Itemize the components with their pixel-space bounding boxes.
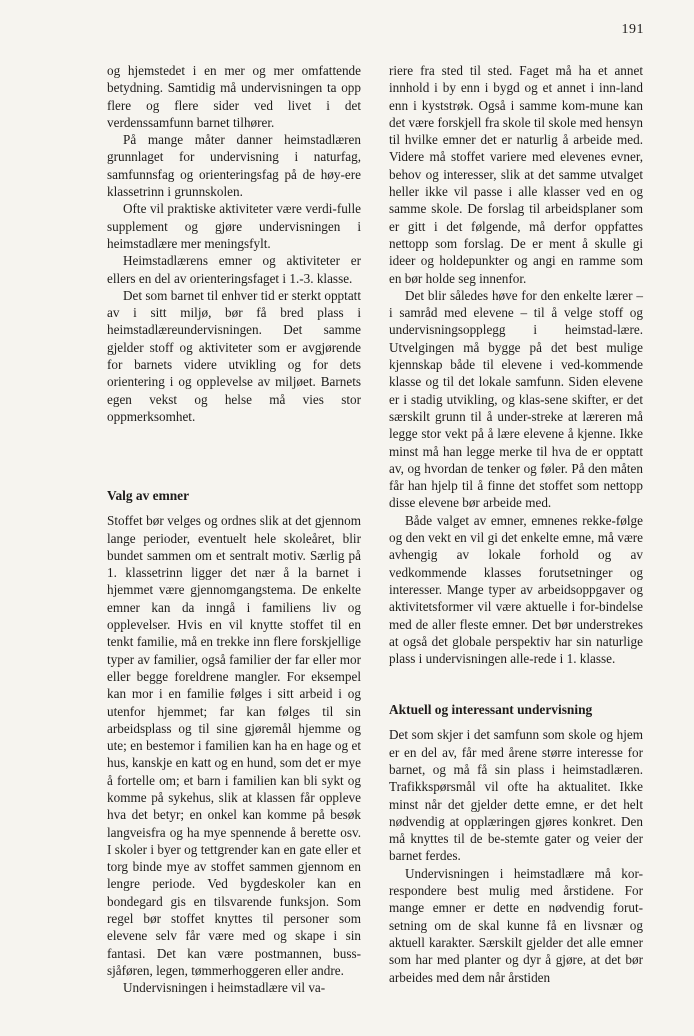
paragraph: Heimstadlærens emner og aktiviteter er ellers en del av orienteringsfaget i 1.-3. klasse. [107,253,361,286]
page-number: 191 [621,22,644,37]
paragraph: Både valget av emner, emnenes rekke-følge og den vekt en vil gi det enkelte emne, må være avhengig av lokale forhold og av vedkommende klasses forutsetninger og interesser. Mange typer av arbeidsoppgaver og aktivitetsformer vil være aktuelle i for-bindelse med de aller fleste emner. Det bør understrekes at også det globale perspektiv har sin naturlige plass i undervisningen alle-rede i 1. klasse. [389,512,643,667]
section-heading: Valg av emner [107,488,190,504]
paragraph: På mange måter danner heimstadlæren grunnlaget for undervisning i naturfag, samfunnsfag og orienteringsfag på de høy-ere klassetrinn i grunnskolen. [107,132,361,200]
paragraph: riere fra sted til sted. Faget må ha et annet innhold i by enn i bygd og et annet i inn-land enn i kyststrøk. Også i samme kom-mune kan det være forskjell fra skole til skole med hensyn til hvilke emner det er naturlig å arbeide med. Videre må stoffet variere med elevenes evner, behov og interesser, slik at det samme utvalget heller ikke vil passe i alle klasser ved en og samme skole. De forslag til arbeidsplaner som er gitt i det følgende, må derfor oppfattes nettopp som forslag. De er ment å skulle gi ideer og holdepunkter og angi en ramme som en bør holde seg innenfor. [389,63,643,286]
paragraph: Undervisningen i heimstadlære må kor-respondere best mulig med årstidene. For mange emner er dette en nødvendig forut-setning om de skal kunne få en livsnær og aktuell karakter. Særskilt gjelder det alle emner som har med planter og dyr å gjøre, at det bør arbeides med dem når årstiden [389,865,643,985]
paragraph: Det som skjer i det samfunn som skole og hjem er en del av, får med årene større interesse for barnet, og må få sin plass i heimstadlæren. Trafikkspørsmål vil ofte ha aktualitet. Ikke minst når det gjelder dette emne, er det helt nødvendig at opplæringen gjøres konkret. Den må knyttes til de be-stemte gater og veier der barnet ferdes. [389,727,643,864]
paragraph: Stoffet bør velges og ordnes slik at det gjennom lange perioder, eventuelt hele skoleåret, blir bundet sammen om et sentralt motiv. Særlig på 1. klassetrinn ligger det nær å la barnet i hjemmet være gjennomgangstema. De enkelte emner kan da inngå i familiens liv og opplevelser. Hvis en vil knytte stoffet til en tenkt familie, må en trekke inn flere forskjellige typer av familier, også familier der far eller mor eller begge foreldrene mangler. For eksempel kan mor i en familie følges i sitt arbeid i og utenfor hjemmet; far kan følges til sin arbeidsplass og til sine gjøremål hjemme og ute; en bestemor i familien kan ha en hage og et hus, kanskje en katt og en hund, som det er mye å fortelle om; et barn i familien kan bli sykt og komme på sykehus, slik at klassen får oppleve hva det betyr; en onkel kan komme på besøk langveisfra og ha mye spennende å berette osv. I skoler i byer og tettgrender kan en gate eller et torg binde mye av stoffet sammen gjennom en lengre periode. Ved bygdeskoler kan en bondegard gis en tilsvarende funksjon. Som regel bør stoffet knyttes til personer som elevene selv får være med og skape i sin fantasi. Det kan være postmannen, buss-sjåføren, legen, tømmerhoggeren eller andre. [107,513,361,978]
paragraph: Det blir således høve for den enkelte lærer – i samråd med elevene – til å velge stoff og undervisningsopplegg i heimstad-lære. Utvelgingen må bygge på det best mulige kjennskap både til elevene i ved-kommende klasse og til det lokale samfunn. Siden elevene er i stadig utvikling, og klas-sene skifter, er det særskilt grunn til å under-streke at læreren må legge stor vekt på å lære elevene å kjenne. Ikke minst må han legge merke til hva de er opptatt av, og hvordan de tenker og føler. På den måten får han hjelp til å finne det stoffet som nettopp disse elevene bør arbeide med. [389,287,643,511]
paragraph: og hjemstedet i en mer og mer omfattende betydning. Samtidig må undervisningen ta opp flere og flere sider ved livet i det verdenssamfunn barnet tilhører. [107,63,361,130]
paragraph: Det som barnet til enhver tid er sterkt opptatt av i sitt miljø, bør få bred plass i heimstadlæreundervisningen. Det samme gjelder stoff og aktiviteter som er avgjørende for barnets videre utvikling og for dets orientering i og opplevelse av miljøet. Barnets egen vekst og helse må vies stor oppmerksomhet. [107,287,361,424]
section-heading: Aktuell og interessant undervisning [389,702,593,718]
left-column [107,62,361,997]
paragraph: Undervisningen i heimstadlære vil va- [123,980,326,996]
right-column [389,62,643,986]
paragraph: Ofte vil praktiske aktiviteter være verdi-fulle supplement og gjøre undervisningen i heimstadlære mer meningsfylt. [107,201,361,251]
